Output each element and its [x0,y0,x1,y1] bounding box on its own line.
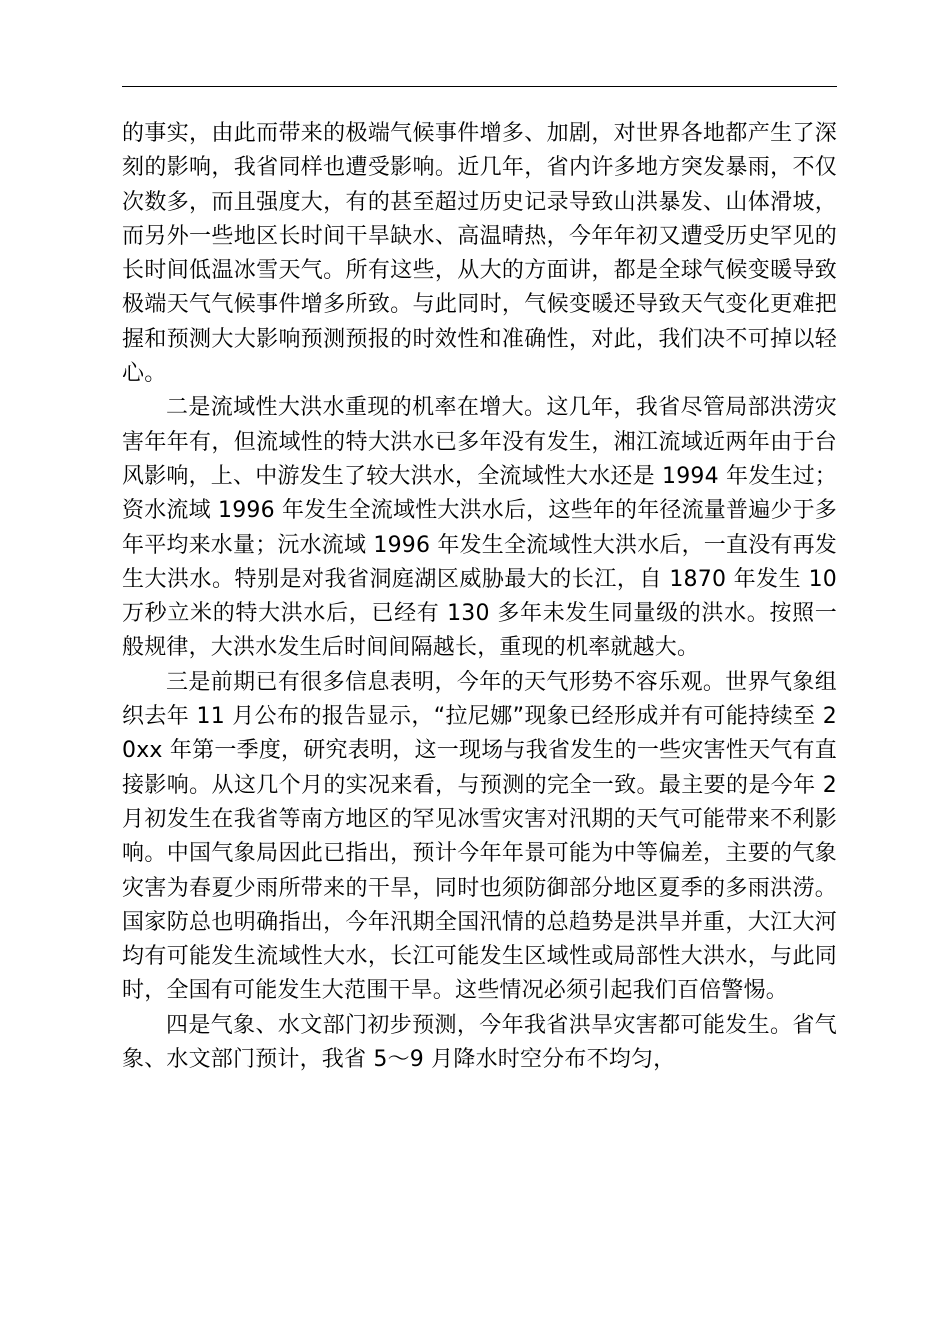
header-rule [122,86,837,87]
paragraph-continuation: 的事实，由此而带来的极端气候事件增多、加剧，对世界各地都产生了深刻的影响，我省同样也遭受影响。近几年，省内许多地方突发暴雨，不仅次数多，而且强度大，有的甚至超过历史记录导致山洪暴发、山体滑坡，而另外一些地区长时间干旱缺水、高温晴热，今年年初又遭受历史罕见的长时间低温冰雪天气。所有这些，从大的方面讲，都是全球气候变暖导致极端天气气候事件增多所致。与此同时，气候变暖还导致天气变化更难把握和预测大大影响预测预报的时效性和准确性，对此，我们决不可掉以轻心。 [122,121,837,387]
body-text [122,117,837,1077]
paragraph-point-four: 四是气象、水文部门初步预测，今年我省洪旱灾害都可能发生。省气象、水文部门预计，我省 5～9 月降水时空分布不均匀， [122,1012,837,1073]
paragraph-point-three: 三是前期已有很多信息表明，今年的天气形势不容乐观。世界气象组织去年 11 月公布的报告显示，“拉尼娜”现象已经形成并有可能持续至 20xx 年第一季度，研究表明，这一现场与我省发生的一些灾害性天气有直接影响。从这几个月的实况来看，与预测的完全一致。最主要的是今年 2 月初发生在我省等南方地区的罕见冰雪灾害对汛期的天气可能带来不利影响。中国气象局因此已指出，预计今年年景可能为中等偏差，主要的气象灾害为春夏少雨所带来的干旱，同时也须防御部分地区夏季的多雨洪涝。国家防总也明确指出，今年汛期全国汛情的总趋势是洪旱并重，大江大河均有可能发生流域性大水，长江可能发生区域性或局部性大洪水，与此同时，全国有可能发生大范围干旱。这些情况必须引起我们百倍警惕。 [122,669,837,1004]
paragraph-point-two: 二是流域性大洪水重现的机率在增大。这几年，我省尽管局部洪涝灾害年年有，但流域性的特大洪水已多年没有发生，湘江流域近两年由于台风影响，上、中游发生了较大洪水，全流域性大水还是 1994 年发生过；资水流域 1996 年发生全流域性大洪水后，这些年的年径流量普遍少于多年平均来水量；沅水流域 1996 年发生全流域性大洪水后，一直没有再发生大洪水。特别是对我省洞庭湖区威胁最大的长江，自 1870 年发生 10 万秒立米的特大洪水后，已经有 130 多年未发生同量级的洪水。按照一般规律，大洪水发生后时间间隔越长，重现的机率就越大。 [122,395,837,661]
